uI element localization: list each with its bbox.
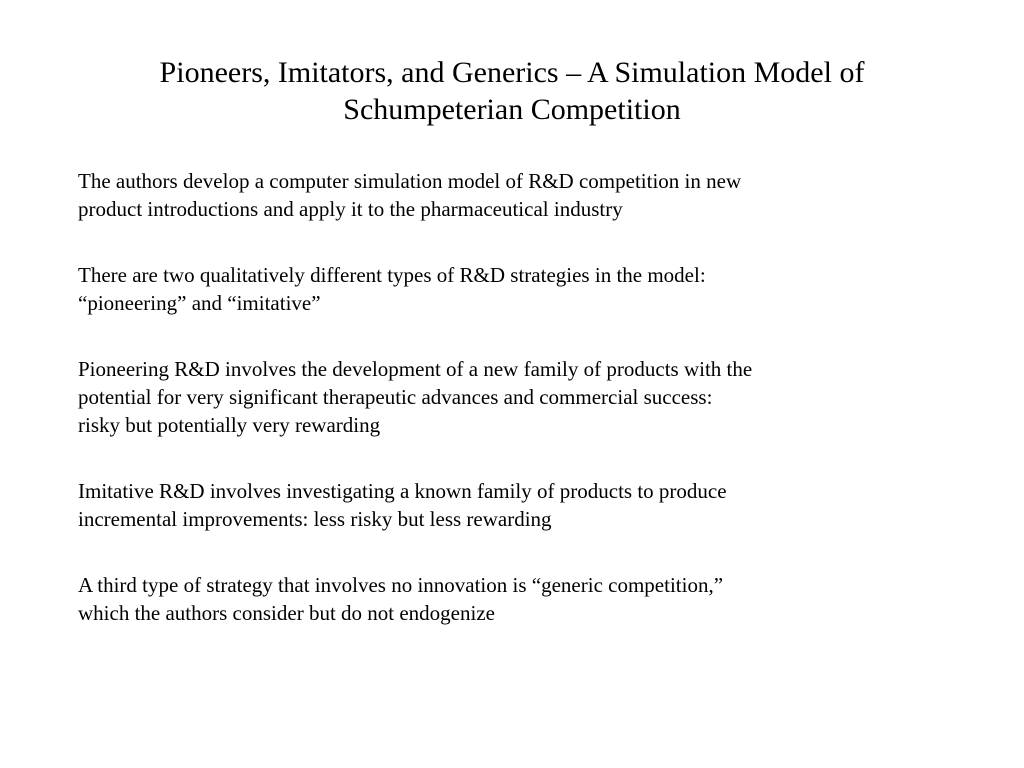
paragraph-line: A third type of strategy that involves no innovation is “generic competition,” (78, 573, 724, 597)
slide-title-line-1: Pioneers, Imitators, and Generics – A Simulation Model of (159, 56, 865, 89)
slide-title (60, 54, 964, 128)
paragraph-line: risky but potentially very rewarding (78, 413, 381, 437)
paragraph-pioneering (78, 355, 958, 439)
paragraph-line: Pioneering R&D involves the development of a new family of products with the (78, 357, 753, 381)
slide-title-line-2: Schumpeterian Competition (343, 93, 681, 126)
paragraph-line: incremental improvements: less risky but less rewarding (78, 507, 552, 531)
paragraph-strategy-types (78, 261, 958, 317)
paragraph-imitative (78, 477, 958, 533)
slide-body (78, 167, 958, 627)
paragraph-line: “pioneering” and “imitative” (78, 291, 321, 315)
paragraph-line: The authors develop a computer simulation model of R&D competition in new (78, 169, 742, 193)
paragraph-authors-model (78, 167, 958, 223)
paragraph-line: which the authors consider but do not endogenize (78, 601, 495, 625)
paragraph-line: There are two qualitatively different types of R&D strategies in the model: (78, 263, 706, 287)
paragraph-line: Imitative R&D involves investigating a known family of products to produce (78, 479, 727, 503)
paragraph-line: product introductions and apply it to the pharmaceutical industry (78, 197, 623, 221)
paragraph-line: potential for very significant therapeutic advances and commercial success: (78, 385, 713, 409)
paragraph-generic (78, 571, 958, 627)
